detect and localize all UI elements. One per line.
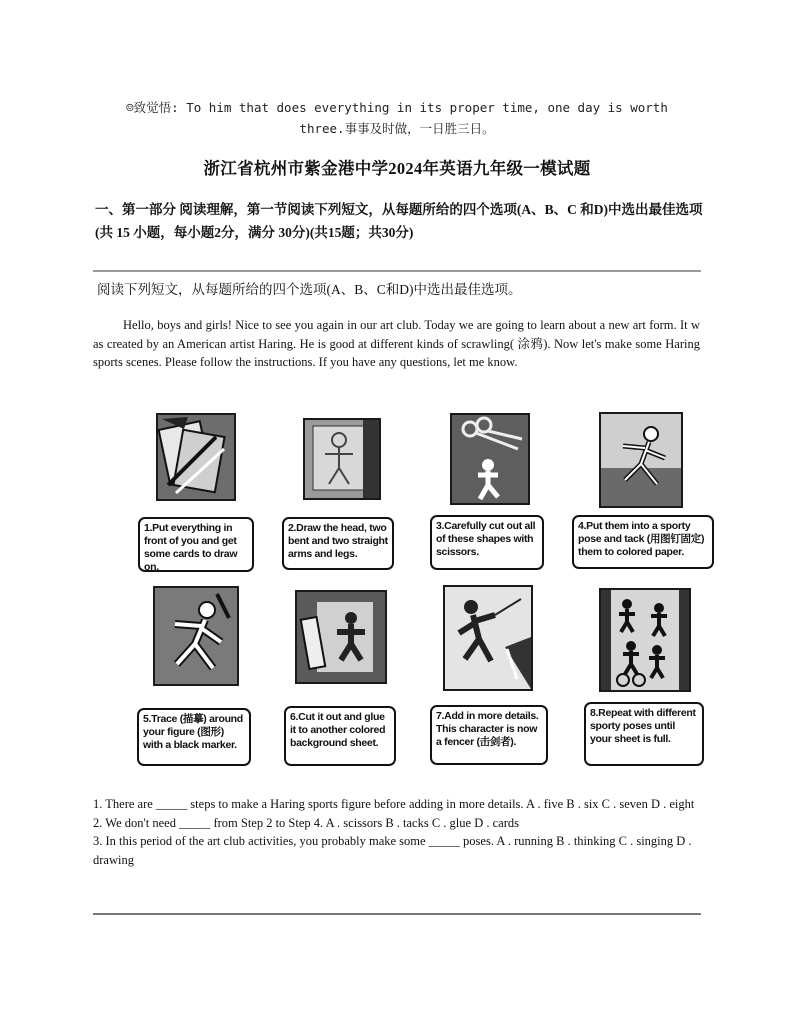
- directions: 阅读下列短文，从每题所给的四个选项(A、B、C和D)中选出最佳选项。: [97, 282, 522, 297]
- motto: [95, 97, 699, 139]
- motto-line-2: three.事事及时做，一日胜三日。: [299, 121, 495, 136]
- section-heading: 一、第一部分 阅读理解，第一节阅读下列短文，从每题所给的四个选项(A、B、C 和D)中选出最佳选项(共 15 小题，每小题2分，满分 30分)(共15题；共30分): [95, 202, 703, 240]
- many-figures-icon: [599, 588, 691, 692]
- page-title: 浙江省杭州市紫金港中学2024年英语九年级一模试题: [203, 159, 591, 178]
- question-3: 3. In this period of the art club activities, you probably make some _____ poses. A . running B . thinking C . singing D . drawing: [93, 834, 692, 867]
- motto-line-1: ☺致觉悟: To him that does everything in its proper time, one day is worth: [126, 100, 668, 115]
- step-7-caption: 7.Add in more details. This character is now a fencer (击剑者).: [430, 705, 548, 765]
- glue-stick-icon: [295, 590, 387, 684]
- running-figure-icon: [599, 412, 683, 508]
- scissors-icon: [450, 413, 530, 505]
- cards-and-pens-icon: [156, 413, 236, 501]
- step-2-caption: 2.Draw the head, two bent and two straight arms and legs.: [282, 517, 394, 570]
- question-2: 2. We don't need _____ from Step 2 to Step 4. A . scissors B . tacks C . glue D . cards: [93, 815, 519, 830]
- step-4-caption: 4.Put them into a sporty pose and tack (用图钉固定) them to colored paper.: [572, 515, 714, 569]
- question-list: [93, 795, 700, 869]
- fencer-icon: [443, 585, 533, 691]
- traced-figure-icon: [153, 586, 239, 686]
- reading-passage: Hello, boys and girls! Nice to see you again in our art club. Today we are going to learn about a new art form. It was created by an American artist Haring. He is good at different kinds of scrawling( 涂鸦). Now let's make some Haring sports scenes. Please follow the instructions. If you have any questions, let me know.: [93, 318, 700, 369]
- step-6-caption: 6.Cut it out and glue it to another colored background sheet.: [284, 706, 396, 766]
- divider-bottom: [93, 913, 701, 915]
- question-1: 1. There are _____ steps to make a Haring sports figure before adding in more details. A . five B . six C . seven D . eight: [93, 797, 695, 811]
- step-5-caption: 5.Trace (描摹) around your figure (图形) with a black marker.: [137, 708, 251, 766]
- step-8-caption: 8.Repeat with different sporty poses until your sheet is full.: [584, 702, 704, 766]
- divider-top: [93, 270, 701, 272]
- step-3-caption: 3.Carefully cut out all of these shapes with scissors.: [430, 515, 544, 570]
- drawn-figure-icon: [303, 418, 381, 500]
- step-1-caption: 1.Put everything in front of you and get some cards to draw on.: [138, 517, 254, 572]
